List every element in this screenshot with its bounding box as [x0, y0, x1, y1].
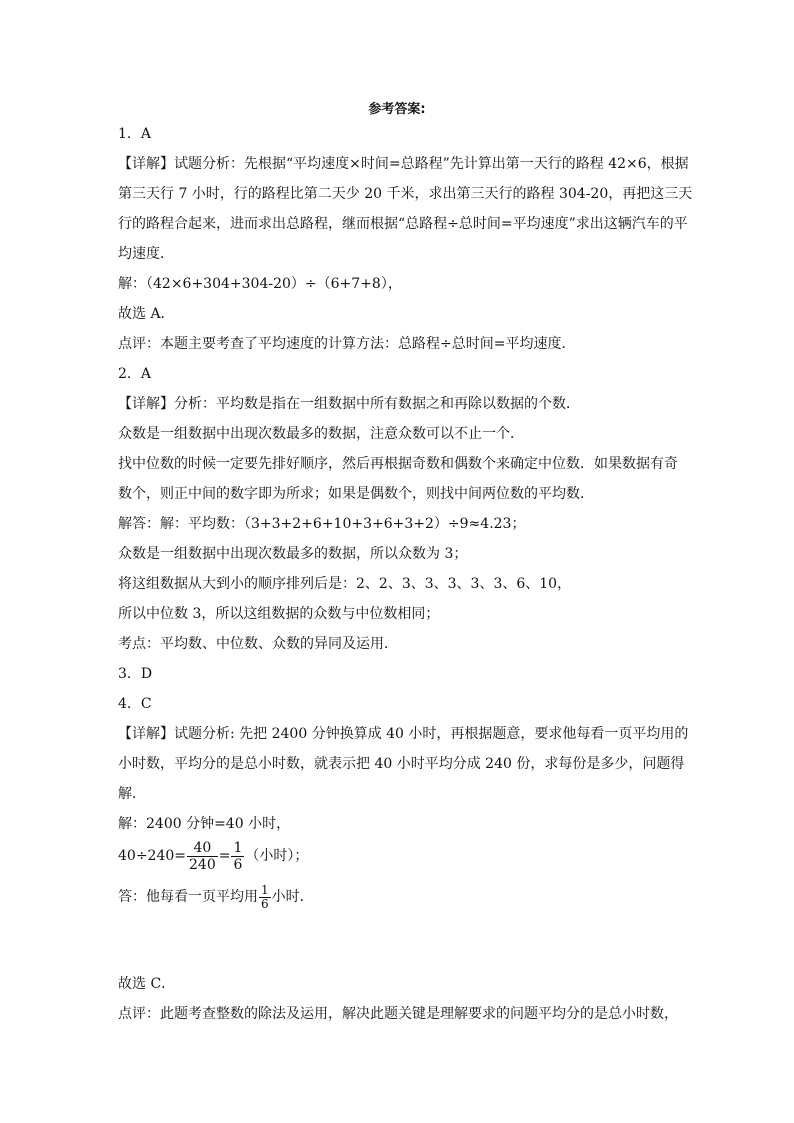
page-title: 参考答案: — [368, 102, 426, 117]
answer-1-detail-line-1: 【详解】试题分析：先根据“平均速度×时间=总路程”先计算出第一天行的路程 42×6，根据 — [118, 156, 689, 172]
answer-4-answer — [118, 880, 688, 914]
answer-2-solution-median: 所以中位数 3，所以这组数据的众数与中位数相同； — [118, 606, 440, 622]
equals-sign: = — [218, 848, 231, 864]
answer-prefix: 答：他每看一页平均用 — [118, 889, 258, 905]
fraction-numerator: 1 — [261, 882, 269, 897]
answer-2-solution-mean: 解答：解：平均数：（3+3+2+6+10+3+6+3+2）÷9≈4.23； — [118, 516, 526, 532]
answer-2-detail-line-1: 【详解】分析：平均数是指在一组数据中所有数据之和再除以数据的个数． — [118, 396, 580, 412]
answer-4-detail-line-2: 小时数，平均分的是总小时数，就表示把 40 小时平均分成 240 份，求每份是多少，问题得 — [118, 756, 685, 772]
division-suffix: （小时）； — [245, 848, 309, 864]
fraction-denominator: 6 — [261, 896, 269, 911]
answer-3-label: 3．D — [118, 666, 153, 682]
answer-1-label: 1．A — [118, 126, 152, 142]
fraction-1-over-6 — [231, 840, 244, 873]
fraction-numerator: 1 — [233, 839, 243, 856]
answer-2-topic: 考点：平均数、中位数、众数的异同及运用． — [118, 636, 398, 652]
answer-1-solution: 解：（42×6+304+304-20）÷（6+7+8）， — [118, 276, 402, 292]
fraction-denominator: 240 — [189, 856, 216, 873]
answer-4-detail-line-3: 解． — [118, 786, 146, 802]
answer-4-conversion: 解：2400 分钟=40 小时， — [118, 816, 291, 832]
fraction-40-over-240 — [187, 840, 218, 873]
answer-4-choice: 故选 C． — [118, 976, 176, 992]
answer-1-detail-line-3: 行的路程合起来，进而求出总路程，继而根据“总路程÷总时间=平均速度”求出这辆汽车的平 — [118, 216, 688, 232]
answer-1-choice: 故选 A． — [118, 306, 175, 322]
answer-suffix: 小时． — [271, 889, 314, 905]
fraction-numerator: 40 — [187, 840, 218, 857]
answer-2-detail-line-3: 找中位数的时候一定要先排好顺序，然后再根据奇数和偶数个来确定中位数．如果数据有奇 — [118, 456, 678, 472]
division-prefix: 40÷240= — [118, 848, 186, 864]
answer-2-solution-mode: 众数是一组数据中出现次数最多的数据，所以众数为 3； — [118, 546, 468, 562]
answer-2-detail-line-2: 众数是一组数据中出现次数最多的数据，注意众数可以不止一个． — [118, 426, 524, 442]
fraction-1-over-6-answer — [259, 884, 271, 911]
answer-4-label: 4．C — [118, 696, 152, 712]
answer-1-detail-line-2: 第三天行 7 小时，行的路程比第二天少 20 千米，求出第三天行的路程 304-20，再把这三天 — [118, 186, 693, 202]
fraction-denominator: 6 — [233, 856, 243, 873]
answer-4-division — [118, 838, 688, 874]
answer-2-detail-line-4: 数个，则正中间的数字即为所求；如果是偶数个，则找中间两位数的平均数． — [118, 486, 594, 502]
answer-1-comment: 点评：本题主要考查了平均速度的计算方法：总路程÷总时间=平均速度． — [118, 336, 576, 352]
answer-1-detail-line-4: 均速度． — [118, 246, 174, 262]
answer-2-label: 2．A — [118, 366, 152, 382]
answer-2-solution-sorted: 将这组数据从大到小的顺序排列后是：2、2、3、3、3、3、3、6、10， — [118, 576, 572, 592]
answer-4-comment: 点评：此题考查整数的除法及运用，解决此题关键是理解要求的问题平均分的是总小时数， — [118, 1006, 678, 1022]
answer-4-detail-line-1: 【详解】试题分析: 先把 2400 分钟换算成 40 小时，再根据题意，要求他每看一页平均用的 — [118, 726, 689, 742]
